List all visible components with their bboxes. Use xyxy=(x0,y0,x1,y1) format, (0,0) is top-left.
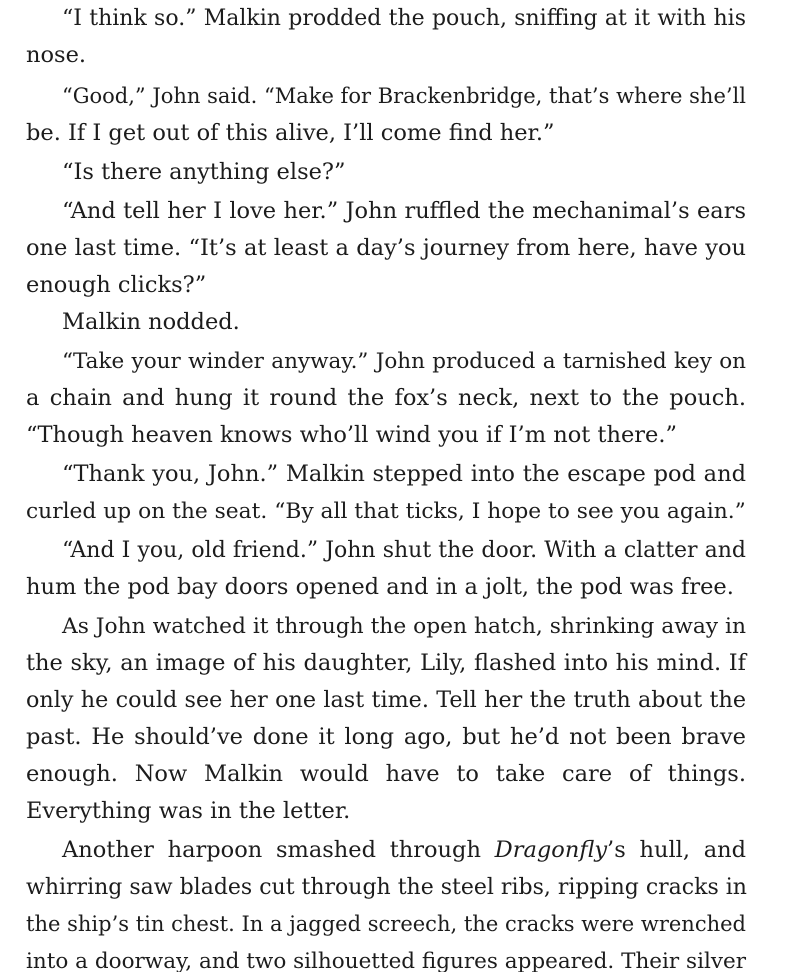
text-line: past. He should’ve done it long ago, but he’d not been brave xyxy=(26,724,746,750)
text-line: a chain and hung it round the fox’s neck, next to the pouch. xyxy=(26,385,746,411)
text-line: “Is there anything else?” xyxy=(62,159,346,185)
text-line: hum the pod bay doors opened and in a jolt, the pod was free. xyxy=(26,574,734,600)
text-line: “And tell her I love her.” John ruffled the mechanimal’s ears xyxy=(62,198,746,224)
text-line: Everything was in the letter. xyxy=(26,798,351,824)
text-line: “Take your winder anyway.” John produced a tarnished key on xyxy=(62,349,746,374)
text-line: “Thank you, John.” Malkin stepped into the escape pod and xyxy=(62,461,746,487)
text-segment: ’s hull, and xyxy=(607,837,747,863)
text-line: “Good,” John said. “Make for Brackenbridge, that’s where she’ll xyxy=(62,84,746,108)
text-line xyxy=(26,832,746,869)
text-line: enough clicks?” xyxy=(26,272,207,298)
text-line: be. If I get out of this alive, I’ll come find her.” xyxy=(26,120,555,146)
text-line: “Though heaven knows who’ll wind you if I’m not there.” xyxy=(26,422,678,448)
text-line: Malkin nodded. xyxy=(62,309,240,335)
text-line: curled up on the seat. “By all that ticks, I hope to see you again.” xyxy=(26,499,746,524)
text-line: “I think so.” Malkin prodded the pouch, sniffing at it with his xyxy=(62,6,746,31)
text-line: into a doorway, and two silhouetted figures appeared. Their silver xyxy=(26,949,746,972)
text-line: the ship’s tin chest. In a jagged screech, the cracks were wrenched xyxy=(26,912,746,936)
italic-ship-name: Dragonfly xyxy=(494,837,608,863)
text-segment: Another harpoon smashed through xyxy=(62,837,495,863)
text-line: the sky, an image of his daughter, Lily, flashed into his mind. If xyxy=(26,650,746,676)
text-line: enough. Now Malkin would have to take care of things. xyxy=(26,761,746,787)
text-line: one last time. “It’s at least a day’s journey from here, have you xyxy=(26,235,746,261)
text-line: whirring saw blades cut through the steel ribs, ripping cracks in xyxy=(26,875,747,900)
text-line: “And I you, old friend.” John shut the door. With a clatter and xyxy=(62,538,746,563)
text-line: only he could see her one last time. Tell her the truth about the xyxy=(26,687,746,713)
text-line: As John watched it through the open hatch, shrinking away in xyxy=(62,614,746,639)
text-line: nose. xyxy=(26,42,87,68)
